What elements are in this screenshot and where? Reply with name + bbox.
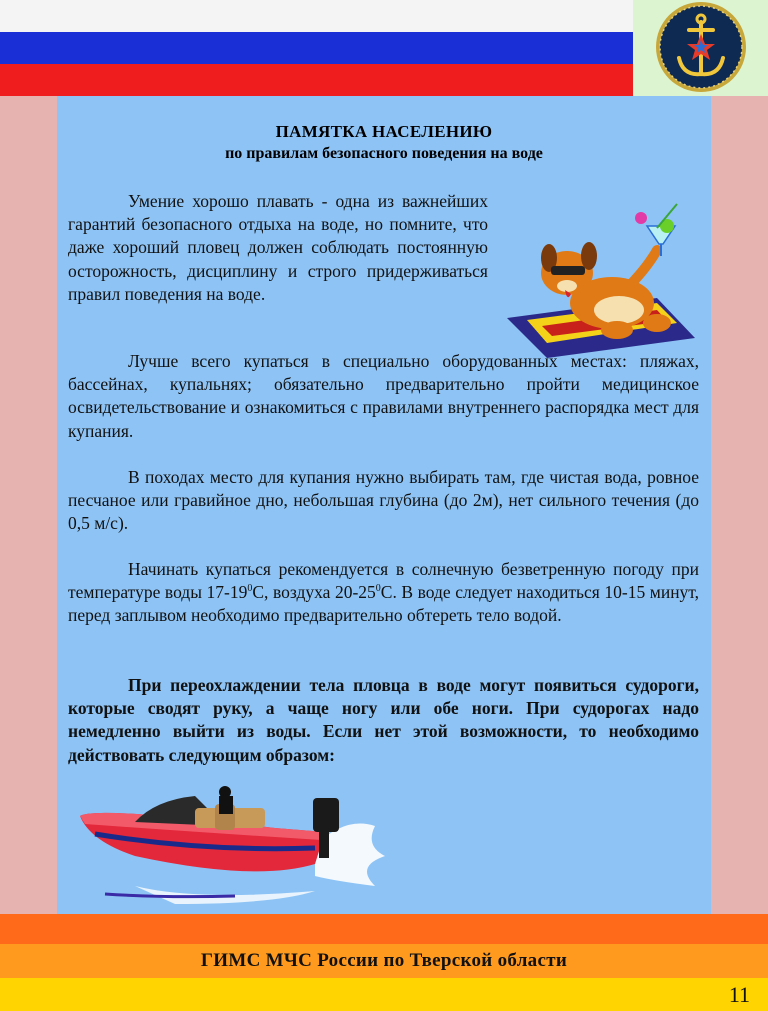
paragraph-hiking-swimming: В походах место для купания нужно выбирать там, где чистая вода, ровное песчаное или гравийное дно, небольшая глубина (до 2м), нет сильного течения (до 0,5 м/с). xyxy=(68,467,699,534)
flag-red-stripe xyxy=(0,64,633,96)
footer-stripe-red-orange xyxy=(0,914,768,944)
russian-flag xyxy=(0,0,633,96)
paragraph-places-for-swimming xyxy=(68,350,699,443)
emblem-panel xyxy=(633,0,768,96)
paragraph-cramps-warning: При переохлаждении тела пловца в воде могут появиться судороги, которые сводят руку, а чаще ногу или обе ноги. При судорогах надо немедленно выйти из воды. Если нет этой возможности, то необходимо действовать следующим образом: xyxy=(68,675,699,765)
speedboat-icon xyxy=(75,786,395,906)
page-number: 11 xyxy=(728,982,750,1007)
paragraph-swimming-skill: Умение хорошо плавать - одна из важнейших гарантий безопасного отдыха на воде, но помните, что даже хороший пловец должен соблюдать постоянную осторожность, дисциплину и строго придерживаться правил поведения на воде. xyxy=(68,191,488,304)
memo-title: ПАМЯТКА НАСЕЛЕНИЮ xyxy=(275,122,493,141)
places-text: Лучше всего купаться в специально оборудованных местах: пляжах, бассейнах, купальнях; обязательно предварительно пройти медицинское освидетельствование и ознакомиться с правилами внутреннего распорядка мест для купания. xyxy=(68,351,699,441)
footer-stripe-yellow xyxy=(0,978,768,1011)
memo-heading xyxy=(57,122,711,163)
flag-white-stripe xyxy=(0,0,633,32)
flag-blue-stripe xyxy=(0,32,633,64)
paragraph-temperature: Начинать купаться рекомендуется в солнечную безветренную погоду при температуре воды $17-19^0С$, воздуха $20-25^0С$. В воде следует находиться 10-15 минут, перед заплывом необходимо предварительно обтереть тело водой. xyxy=(68,559,700,626)
dog-on-beach-towel-icon xyxy=(507,198,697,358)
memo-card xyxy=(57,96,711,914)
footer-organization: ГИМС МЧС России по Тверской области xyxy=(200,950,568,971)
gims-anchor-emblem-icon xyxy=(653,0,749,94)
memo-subtitle: по правилам безопасного поведения на воде xyxy=(225,145,543,162)
